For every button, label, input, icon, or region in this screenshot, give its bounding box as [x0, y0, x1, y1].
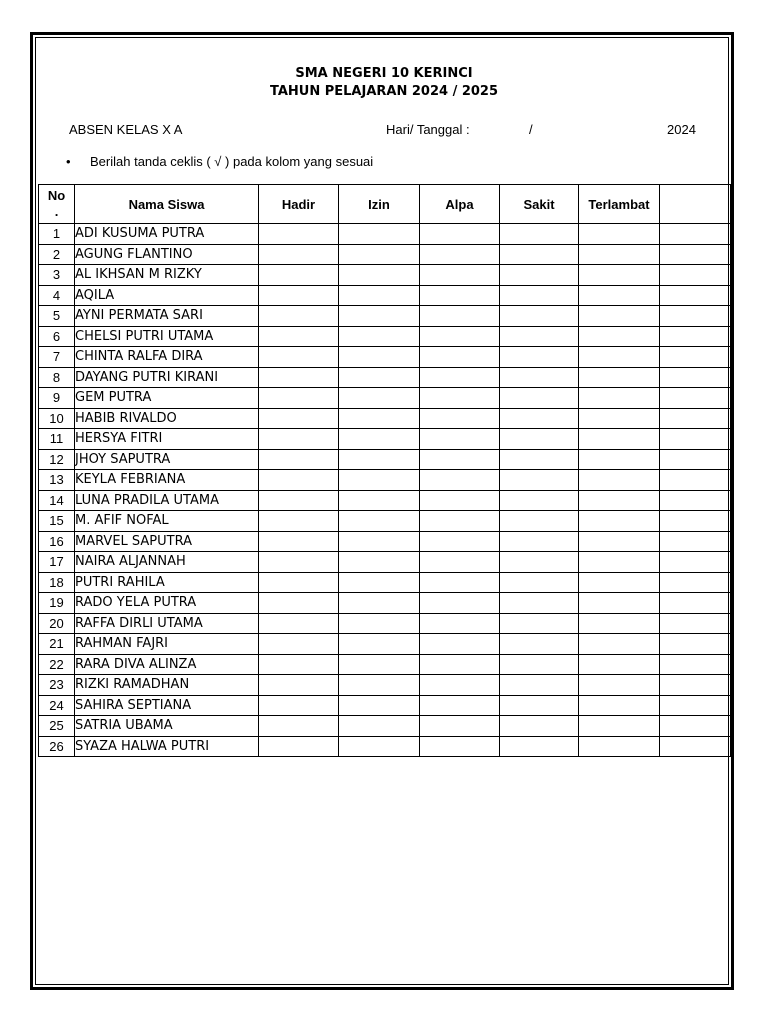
- cell-izin: [339, 470, 420, 491]
- cell-izin: [339, 531, 420, 552]
- date-year: 2024: [667, 122, 696, 137]
- table-row: [39, 429, 731, 450]
- student-name: RAFFA DIRLI UTAMA: [75, 613, 259, 634]
- cell-extra: [660, 531, 731, 552]
- student-name: AGUNG FLANTINO: [75, 244, 259, 265]
- table-row: [39, 470, 731, 491]
- cell-alpa: [420, 634, 500, 655]
- table-row: [39, 531, 731, 552]
- cell-hadir: [259, 511, 339, 532]
- cell-alpa: [420, 388, 500, 409]
- row-number: 16: [39, 531, 75, 552]
- student-name: RIZKI RAMADHAN: [75, 675, 259, 696]
- cell-terlambat: [579, 654, 660, 675]
- cell-alpa: [420, 613, 500, 634]
- cell-alpa: [420, 593, 500, 614]
- cell-extra: [660, 470, 731, 491]
- cell-extra: [660, 511, 731, 532]
- row-number: 13: [39, 470, 75, 491]
- instruction: [66, 154, 373, 170]
- student-name: SYAZA HALWA PUTRI: [75, 736, 259, 757]
- cell-sakit: [500, 716, 579, 737]
- cell-extra: [660, 306, 731, 327]
- cell-sakit: [500, 470, 579, 491]
- cell-izin: [339, 429, 420, 450]
- cell-sakit: [500, 490, 579, 511]
- cell-sakit: [500, 552, 579, 573]
- cell-alpa: [420, 429, 500, 450]
- cell-hadir: [259, 675, 339, 696]
- cell-hadir: [259, 244, 339, 265]
- cell-izin: [339, 511, 420, 532]
- cell-alpa: [420, 552, 500, 573]
- header-sakit: Sakit: [500, 185, 579, 224]
- table-row: [39, 634, 731, 655]
- cell-extra: [660, 490, 731, 511]
- table-row: [39, 490, 731, 511]
- cell-hadir: [259, 367, 339, 388]
- cell-alpa: [420, 572, 500, 593]
- table-header-row: [39, 185, 731, 224]
- cell-sakit: [500, 511, 579, 532]
- cell-sakit: [500, 572, 579, 593]
- cell-extra: [660, 367, 731, 388]
- cell-terlambat: [579, 265, 660, 286]
- cell-hadir: [259, 326, 339, 347]
- cell-extra: [660, 429, 731, 450]
- cell-hadir: [259, 347, 339, 368]
- row-number: 14: [39, 490, 75, 511]
- cell-hadir: [259, 695, 339, 716]
- header-izin: Izin: [339, 185, 420, 224]
- table-row: [39, 408, 731, 429]
- cell-izin: [339, 695, 420, 716]
- table-row: [39, 613, 731, 634]
- row-number: 8: [39, 367, 75, 388]
- cell-alpa: [420, 490, 500, 511]
- cell-extra: [660, 654, 731, 675]
- bullet-icon: •: [66, 154, 71, 169]
- student-name: RARA DIVA ALINZA: [75, 654, 259, 675]
- cell-alpa: [420, 736, 500, 757]
- cell-terlambat: [579, 511, 660, 532]
- cell-hadir: [259, 388, 339, 409]
- cell-izin: [339, 634, 420, 655]
- row-number: 3: [39, 265, 75, 286]
- cell-izin: [339, 347, 420, 368]
- student-name: SAHIRA SEPTIANA: [75, 695, 259, 716]
- cell-extra: [660, 736, 731, 757]
- cell-alpa: [420, 531, 500, 552]
- cell-terlambat: [579, 244, 660, 265]
- cell-terlambat: [579, 736, 660, 757]
- row-number: 5: [39, 306, 75, 327]
- cell-extra: [660, 695, 731, 716]
- cell-izin: [339, 449, 420, 470]
- date-slash: /: [529, 122, 533, 137]
- cell-terlambat: [579, 285, 660, 306]
- row-number: 26: [39, 736, 75, 757]
- cell-extra: [660, 224, 731, 245]
- cell-extra: [660, 716, 731, 737]
- cell-hadir: [259, 552, 339, 573]
- cell-alpa: [420, 675, 500, 696]
- student-name: HERSYA FITRI: [75, 429, 259, 450]
- table-row: [39, 449, 731, 470]
- cell-sakit: [500, 408, 579, 429]
- table-row: [39, 511, 731, 532]
- cell-extra: [660, 347, 731, 368]
- cell-alpa: [420, 224, 500, 245]
- cell-izin: [339, 572, 420, 593]
- cell-izin: [339, 716, 420, 737]
- cell-alpa: [420, 347, 500, 368]
- cell-sakit: [500, 531, 579, 552]
- cell-sakit: [500, 347, 579, 368]
- table-row: [39, 326, 731, 347]
- cell-hadir: [259, 572, 339, 593]
- student-name: AL IKHSAN M RIZKY: [75, 265, 259, 286]
- cell-alpa: [420, 449, 500, 470]
- cell-hadir: [259, 613, 339, 634]
- table-row: [39, 265, 731, 286]
- student-name: PUTRI RAHILA: [75, 572, 259, 593]
- row-number: 19: [39, 593, 75, 614]
- student-name: DAYANG PUTRI KIRANI: [75, 367, 259, 388]
- header-hadir: Hadir: [259, 185, 339, 224]
- cell-extra: [660, 613, 731, 634]
- header-terlambat: Terlambat: [579, 185, 660, 224]
- header-extra: [660, 185, 731, 224]
- student-name: SATRIA UBAMA: [75, 716, 259, 737]
- student-name: MARVEL SAPUTRA: [75, 531, 259, 552]
- cell-sakit: [500, 449, 579, 470]
- cell-terlambat: [579, 429, 660, 450]
- cell-sakit: [500, 244, 579, 265]
- row-number: 25: [39, 716, 75, 737]
- instruction-text: Berilah tanda ceklis ( √ ) pada kolom yang sesuai: [90, 154, 374, 169]
- cell-alpa: [420, 244, 500, 265]
- cell-hadir: [259, 429, 339, 450]
- cell-terlambat: [579, 593, 660, 614]
- cell-extra: [660, 265, 731, 286]
- table-row: [39, 347, 731, 368]
- table-row: [39, 654, 731, 675]
- cell-sakit: [500, 429, 579, 450]
- cell-hadir: [259, 224, 339, 245]
- cell-izin: [339, 552, 420, 573]
- class-label: ABSEN KELAS X A: [69, 122, 183, 137]
- cell-terlambat: [579, 531, 660, 552]
- cell-extra: [660, 593, 731, 614]
- cell-izin: [339, 593, 420, 614]
- cell-terlambat: [579, 449, 660, 470]
- student-name: HABIB RIVALDO: [75, 408, 259, 429]
- cell-alpa: [420, 326, 500, 347]
- cell-hadir: [259, 285, 339, 306]
- student-name: RADO YELA PUTRA: [75, 593, 259, 614]
- student-name: RAHMAN FAJRI: [75, 634, 259, 655]
- cell-extra: [660, 572, 731, 593]
- cell-terlambat: [579, 470, 660, 491]
- cell-extra: [660, 634, 731, 655]
- table-row: [39, 388, 731, 409]
- cell-extra: [660, 408, 731, 429]
- row-number: 10: [39, 408, 75, 429]
- table-row: [39, 367, 731, 388]
- table-row: [39, 695, 731, 716]
- student-name: LUNA PRADILA UTAMA: [75, 490, 259, 511]
- cell-izin: [339, 306, 420, 327]
- cell-terlambat: [579, 572, 660, 593]
- cell-sakit: [500, 675, 579, 696]
- cell-hadir: [259, 593, 339, 614]
- table-row: [39, 716, 731, 737]
- cell-izin: [339, 736, 420, 757]
- cell-izin: [339, 388, 420, 409]
- cell-sakit: [500, 388, 579, 409]
- student-name: GEM PUTRA: [75, 388, 259, 409]
- table-row: [39, 224, 731, 245]
- cell-terlambat: [579, 367, 660, 388]
- row-number: 24: [39, 695, 75, 716]
- cell-extra: [660, 285, 731, 306]
- cell-sakit: [500, 224, 579, 245]
- cell-alpa: [420, 265, 500, 286]
- cell-hadir: [259, 449, 339, 470]
- cell-terlambat: [579, 675, 660, 696]
- table-row: [39, 285, 731, 306]
- cell-alpa: [420, 654, 500, 675]
- cell-terlambat: [579, 224, 660, 245]
- cell-izin: [339, 654, 420, 675]
- table-row: [39, 306, 731, 327]
- cell-terlambat: [579, 695, 660, 716]
- cell-izin: [339, 408, 420, 429]
- cell-hadir: [259, 306, 339, 327]
- cell-sakit: [500, 613, 579, 634]
- cell-terlambat: [579, 326, 660, 347]
- cell-extra: [660, 675, 731, 696]
- cell-izin: [339, 613, 420, 634]
- cell-izin: [339, 285, 420, 306]
- row-number: 15: [39, 511, 75, 532]
- cell-terlambat: [579, 388, 660, 409]
- cell-izin: [339, 326, 420, 347]
- cell-sakit: [500, 265, 579, 286]
- cell-sakit: [500, 326, 579, 347]
- row-number: 9: [39, 388, 75, 409]
- row-number: 18: [39, 572, 75, 593]
- cell-terlambat: [579, 306, 660, 327]
- row-number: 2: [39, 244, 75, 265]
- cell-alpa: [420, 511, 500, 532]
- table-row: [39, 572, 731, 593]
- cell-alpa: [420, 408, 500, 429]
- cell-extra: [660, 244, 731, 265]
- table-row: [39, 593, 731, 614]
- cell-alpa: [420, 285, 500, 306]
- cell-terlambat: [579, 347, 660, 368]
- cell-sakit: [500, 634, 579, 655]
- cell-alpa: [420, 470, 500, 491]
- cell-sakit: [500, 285, 579, 306]
- header-name: Nama Siswa: [75, 185, 259, 224]
- cell-sakit: [500, 367, 579, 388]
- row-number: 11: [39, 429, 75, 450]
- school-name: SMA NEGERI 10 KERINCI: [295, 66, 473, 81]
- cell-alpa: [420, 306, 500, 327]
- row-number: 1: [39, 224, 75, 245]
- cell-hadir: [259, 408, 339, 429]
- student-name: M. AFIF NOFAL: [75, 511, 259, 532]
- cell-sakit: [500, 593, 579, 614]
- cell-sakit: [500, 736, 579, 757]
- cell-terlambat: [579, 490, 660, 511]
- cell-hadir: [259, 716, 339, 737]
- student-name: AQILA: [75, 285, 259, 306]
- cell-extra: [660, 449, 731, 470]
- cell-extra: [660, 552, 731, 573]
- academic-year: TAHUN PELAJARAN 2024 / 2025: [269, 84, 499, 99]
- cell-alpa: [420, 716, 500, 737]
- table-row: [39, 736, 731, 757]
- row-number: 12: [39, 449, 75, 470]
- student-name: NAIRA ALJANNAH: [75, 552, 259, 573]
- cell-hadir: [259, 531, 339, 552]
- row-number: 6: [39, 326, 75, 347]
- row-number: 23: [39, 675, 75, 696]
- header-alpa: Alpa: [420, 185, 500, 224]
- row-number: 4: [39, 285, 75, 306]
- cell-hadir: [259, 654, 339, 675]
- header-no: No .: [39, 185, 75, 224]
- row-number: 22: [39, 654, 75, 675]
- cell-extra: [660, 326, 731, 347]
- cell-izin: [339, 244, 420, 265]
- row-number: 17: [39, 552, 75, 573]
- cell-izin: [339, 675, 420, 696]
- cell-terlambat: [579, 716, 660, 737]
- cell-terlambat: [579, 552, 660, 573]
- cell-sakit: [500, 695, 579, 716]
- cell-terlambat: [579, 613, 660, 634]
- attendance-table: [38, 184, 731, 757]
- date-label: Hari/ Tanggal :: [386, 122, 470, 137]
- cell-terlambat: [579, 408, 660, 429]
- cell-hadir: [259, 736, 339, 757]
- student-name: AYNI PERMATA SARI: [75, 306, 259, 327]
- cell-hadir: [259, 490, 339, 511]
- row-number: 7: [39, 347, 75, 368]
- cell-izin: [339, 490, 420, 511]
- cell-alpa: [420, 367, 500, 388]
- cell-izin: [339, 224, 420, 245]
- student-name: KEYLA FEBRIANA: [75, 470, 259, 491]
- row-number: 20: [39, 613, 75, 634]
- cell-hadir: [259, 470, 339, 491]
- cell-alpa: [420, 695, 500, 716]
- cell-sakit: [500, 654, 579, 675]
- table-row: [39, 675, 731, 696]
- table-row: [39, 552, 731, 573]
- student-name: CHINTA RALFA DIRA: [75, 347, 259, 368]
- cell-extra: [660, 388, 731, 409]
- student-name: CHELSI PUTRI UTAMA: [75, 326, 259, 347]
- cell-izin: [339, 367, 420, 388]
- cell-hadir: [259, 265, 339, 286]
- cell-terlambat: [579, 634, 660, 655]
- cell-hadir: [259, 634, 339, 655]
- student-name: ADI KUSUMA PUTRA: [75, 224, 259, 245]
- cell-izin: [339, 265, 420, 286]
- row-number: 21: [39, 634, 75, 655]
- cell-sakit: [500, 306, 579, 327]
- table-row: [39, 244, 731, 265]
- student-name: JHOY SAPUTRA: [75, 449, 259, 470]
